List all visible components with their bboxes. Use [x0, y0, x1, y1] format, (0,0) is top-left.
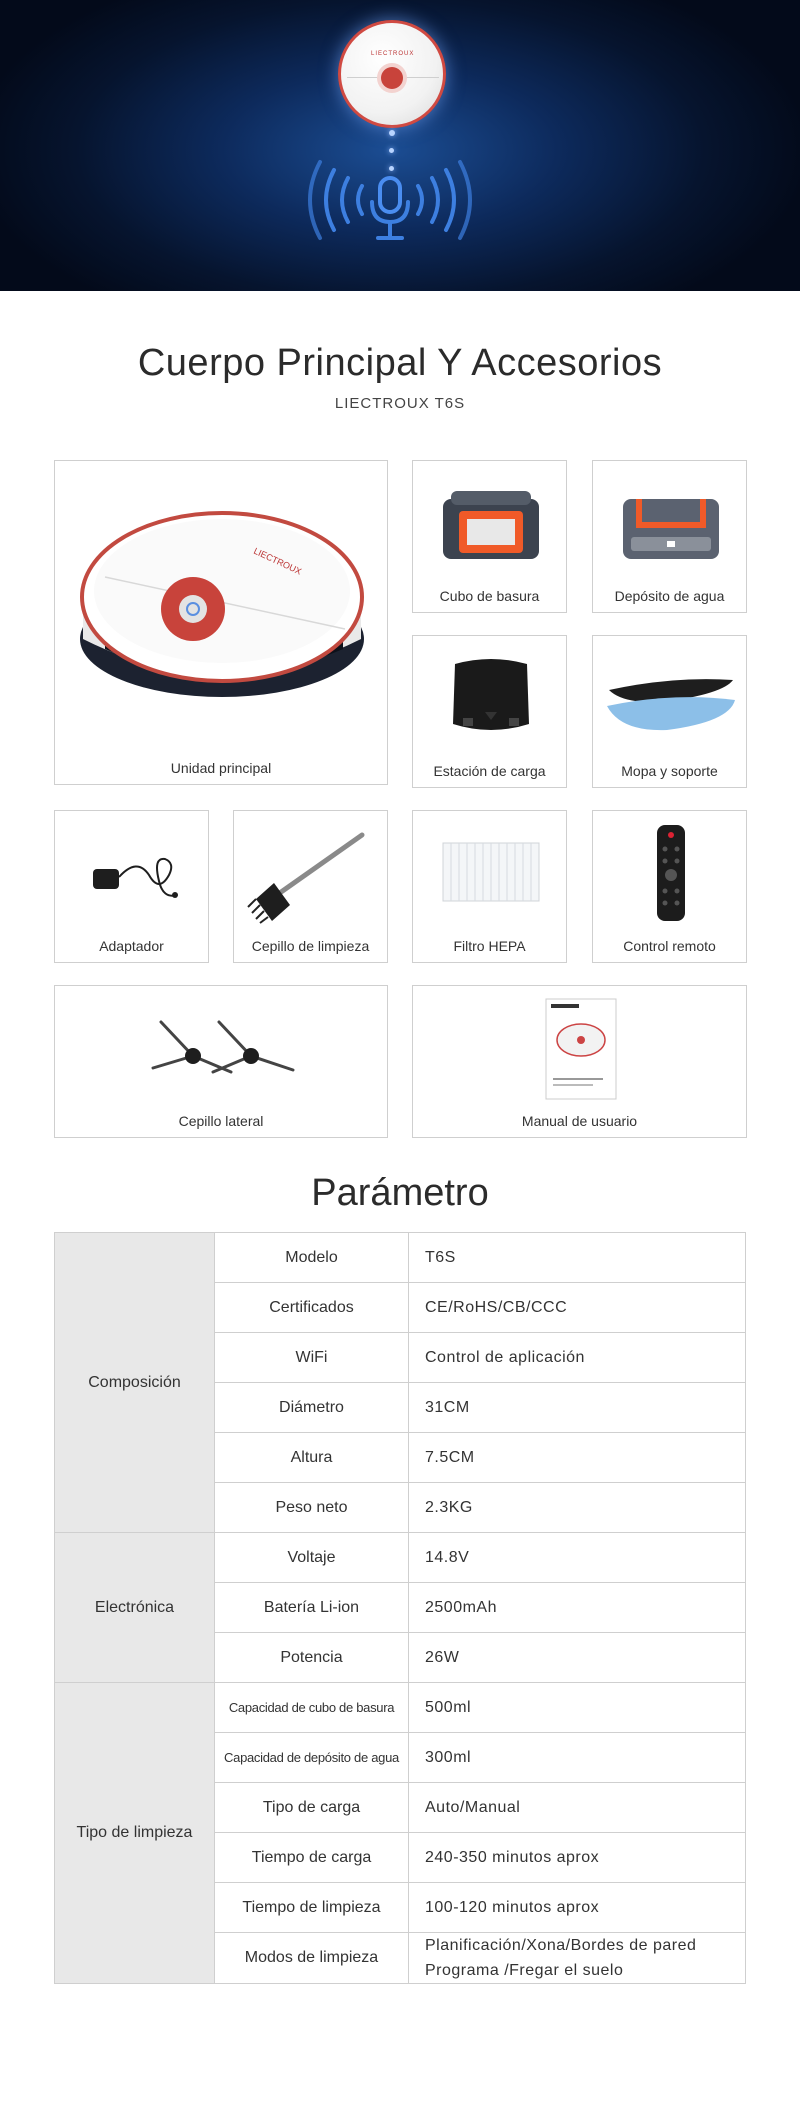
page-subtitle: LIECTROUX T6S [334, 395, 466, 412]
param-value: Auto/Manual [409, 1783, 746, 1833]
param-value [409, 1933, 746, 1984]
param-value: 31CM [409, 1383, 746, 1433]
accessory-card [412, 635, 567, 788]
cleaning-brush-icon [244, 825, 374, 925]
param-value: Control de aplicación [409, 1333, 746, 1383]
param-name: Capacidad de cubo de basura [215, 1683, 409, 1733]
parameters-table [54, 1232, 746, 1984]
param-name: Modelo [215, 1233, 409, 1283]
svg-text:LIECTROUX: LIECTROUX [252, 545, 304, 577]
group-label: Electrónica [55, 1533, 215, 1683]
param-name: Peso neto [215, 1483, 409, 1533]
param-value: 26W [409, 1633, 746, 1683]
accessory-card [54, 810, 209, 963]
accessory-card [592, 635, 747, 788]
param-value: 100-120 minutos aprox [409, 1883, 746, 1933]
param-name: WiFi [215, 1333, 409, 1383]
adapter-icon [87, 847, 183, 907]
water-tank-icon [617, 485, 725, 565]
robot-vacuum-icon [75, 489, 369, 709]
dust-bin-icon [437, 485, 545, 565]
parameters-title: Parámetro [311, 1172, 489, 1214]
accessory-card [54, 460, 388, 785]
accessory-label: Cubo de basura [439, 588, 540, 604]
accessory-label: Cepillo lateral [178, 1113, 264, 1129]
param-name: Batería Li-ion [215, 1583, 409, 1633]
param-value: 240-350 minutos aprox [409, 1833, 746, 1883]
robot-vacuum-icon [338, 20, 446, 128]
accessory-card [412, 460, 567, 613]
group-label: Tipo de limpieza [55, 1683, 215, 1984]
accessory-card [233, 810, 388, 963]
mop-icon [603, 670, 739, 742]
param-name: Altura [215, 1433, 409, 1483]
accessory-card [592, 460, 747, 613]
robot-brand-text: LIECTROUX [371, 51, 415, 57]
accessory-card [592, 810, 747, 963]
param-value: 14.8V [409, 1533, 746, 1583]
param-value: 2500mAh [409, 1583, 746, 1633]
hepa-filter-icon [441, 841, 541, 903]
param-value: 300ml [409, 1733, 746, 1783]
side-brush-icon [147, 1012, 297, 1092]
accessory-label: Manual de usuario [521, 1113, 638, 1129]
hero-banner [0, 0, 800, 291]
param-name: Certificados [215, 1283, 409, 1333]
group-label: Composición [55, 1233, 215, 1533]
param-value: 2.3KG [409, 1483, 746, 1533]
param-name: Potencia [215, 1633, 409, 1683]
accessory-label: Control remoto [623, 938, 716, 954]
user-manual-icon [545, 998, 617, 1100]
accessory-label: Filtro HEPA [453, 938, 526, 954]
param-value-line: Planificación/Xona/Bordes de pared [425, 1937, 697, 1954]
param-value: T6S [409, 1233, 746, 1283]
accessory-label: Cepillo de limpieza [251, 938, 370, 954]
accessory-card [54, 985, 388, 1138]
remote-control-icon [655, 823, 687, 923]
accessory-label: Adaptador [99, 938, 164, 954]
param-value: CE/RoHS/CB/CCC [409, 1283, 746, 1333]
accessory-card [412, 810, 567, 963]
param-name: Capacidad de depósito de agua [215, 1733, 409, 1783]
table-row [55, 1533, 746, 1583]
param-name: Tiempo de carga [215, 1833, 409, 1883]
param-value: 500ml [409, 1683, 746, 1733]
accessory-label: Mopa y soporte [621, 763, 718, 779]
param-name: Tipo de carga [215, 1783, 409, 1833]
param-value-line: Programa /Fregar el suelo [425, 1962, 624, 1979]
accessory-label: Unidad principal [170, 760, 272, 776]
param-name: Tiempo de limpieza [215, 1883, 409, 1933]
accessory-label: Estación de carga [433, 763, 546, 779]
charging-dock-icon [441, 654, 541, 744]
table-row [55, 1683, 746, 1733]
voice-control-icon [270, 150, 510, 250]
param-name: Diámetro [215, 1383, 409, 1433]
param-name: Modos de limpieza [215, 1933, 409, 1984]
table-row [55, 1233, 746, 1283]
param-value: 7.5CM [409, 1433, 746, 1483]
accessory-label: Depósito de agua [614, 588, 725, 604]
accessory-card [412, 985, 747, 1138]
param-name: Voltaje [215, 1533, 409, 1583]
page-title: Cuerpo Principal Y Accesorios [137, 342, 663, 384]
